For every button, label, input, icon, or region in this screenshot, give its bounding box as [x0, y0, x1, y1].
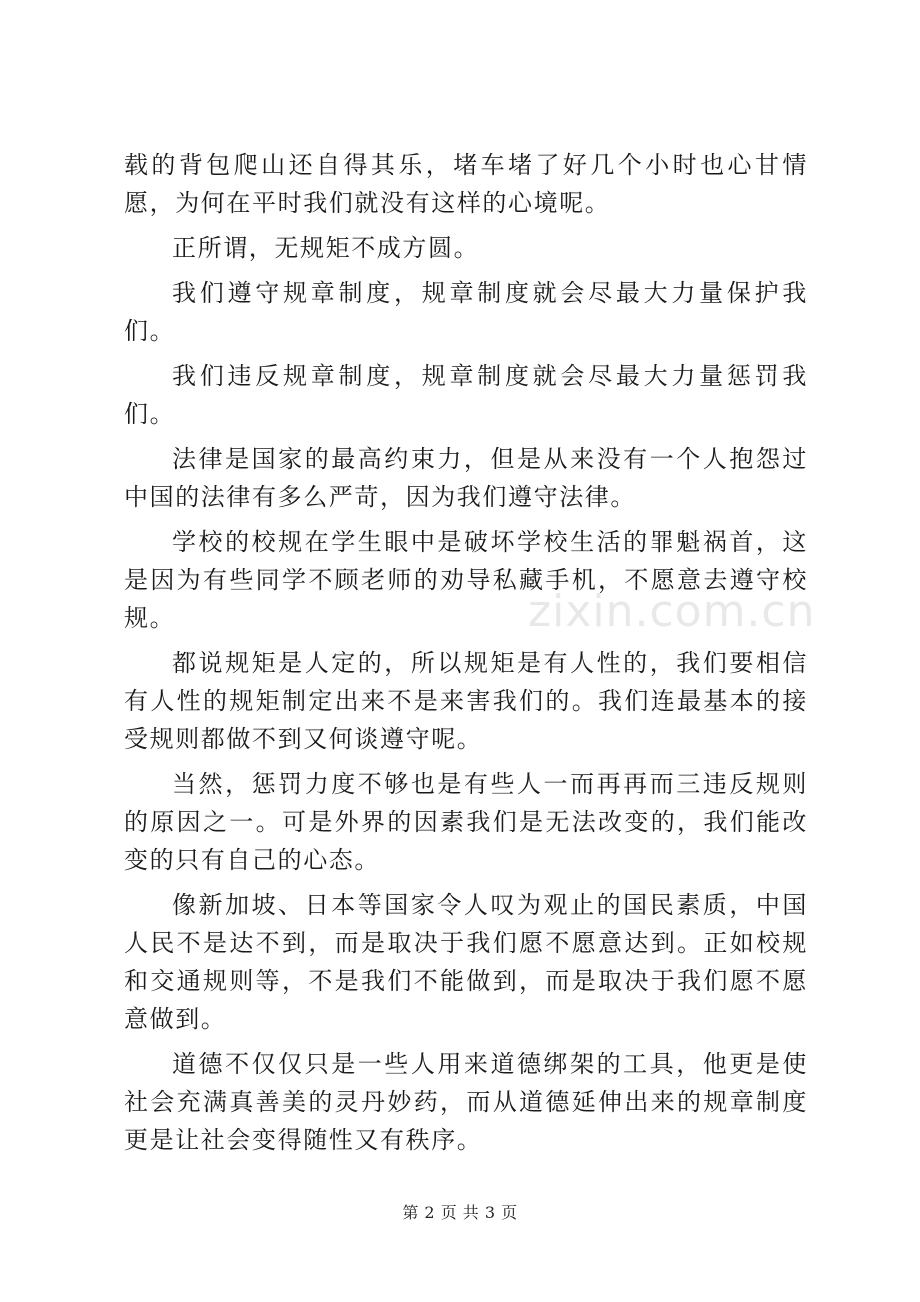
paragraph: 法律是国家的最高约束力，但是从来没有一个人抱怨过中国的法律有多么严苛，因为我们遵守法律。: [124, 445, 808, 511]
paragraph: 我们遵守规章制度，规章制度就会尽最大力量保护我们。: [124, 279, 808, 345]
paragraph: 正所谓，无规矩不成方圆。: [172, 234, 480, 262]
paragraph: 道德不仅仅只是一些人用来道德绑架的工具，他更是使社会充满真善美的灵丹妙药，而从道德延伸出来的规章制度更是让社会变得随性又有秩序。: [124, 1050, 808, 1154]
paragraph-continued: 载的背包爬山还自得其乐，堵车堵了好几个小时也心甘情愿，为何在平时我们就没有这样的心境呢。: [124, 151, 808, 217]
watermark: zixin.com.cn: [528, 586, 816, 637]
document-body: [124, 146, 808, 1166]
paragraph: 当然，惩罚力度不够也是有些人一而再再而三违反规则的原因之一。可是外界的因素我们是无法改变的，我们能改变的只有自己的心态。: [124, 770, 808, 874]
paragraph: 都说规矩是人定的，所以规矩是有人性的，我们要相信有人性的规矩制定出来不是来害我们的。我们连最基本的接受规则都做不到又何谈遵守呢。: [124, 649, 808, 753]
paragraph: 学校的校规在学生眼中是破坏学校生活的罪魁祸首，这是因为有些同学不顾老师的劝导私藏手机，不愿意去遵守校规。: [124, 528, 808, 632]
page-number-footer: 第 2 页 共 3 页: [402, 1203, 518, 1222]
paragraph: 我们违反规章制度，规章制度就会尽最大力量惩罚我们。: [124, 362, 808, 428]
paragraph: 像新加坡、日本等国家令人叹为观止的国民素质，中国人民不是达不到，而是取决于我们愿不愿意达到。正如校规和交通规则等，不是我们不能做到，而是取决于我们愿不愿意做到。: [124, 891, 808, 1033]
